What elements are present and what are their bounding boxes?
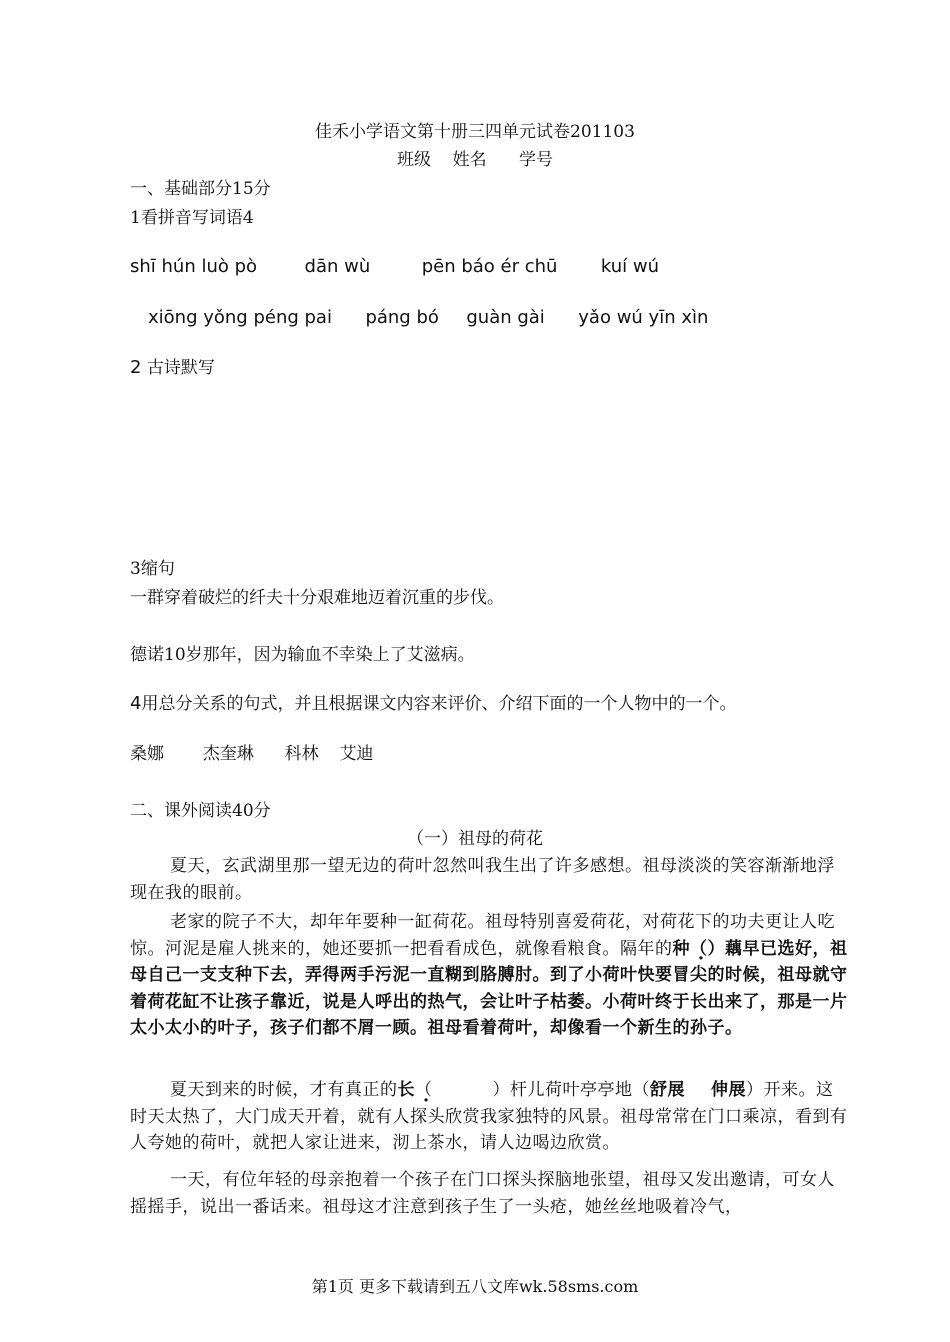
passage-paragraph-3 bbox=[130, 1077, 848, 1157]
p3-text-d: ）开来。这时天太热了，大门成天开着，就有人探头欣赏我家独特的风景。祖母常常在门口乘凉，看到有人夸她的荷叶，就把人家让进来，沏上茶水，请人边喝边欣赏。 bbox=[130, 1080, 848, 1153]
page-footer: 第1页 更多下载请到五八文库wk.58sms.com bbox=[311, 1277, 639, 1296]
character-name: 科林 bbox=[284, 744, 319, 764]
p3-text-a: 夏天到来的时候，才有真正的 bbox=[170, 1080, 398, 1100]
dotted-char-zhang: 长 bbox=[397, 1080, 415, 1100]
character-name: 艾迪 bbox=[339, 744, 374, 764]
section2-heading: 二、课外阅读40分 bbox=[130, 801, 271, 821]
pinyin-item: kuí wú bbox=[600, 256, 660, 277]
option-shuzhan: 舒展 bbox=[650, 1080, 685, 1100]
q1-label: 1看拼音写词语4 bbox=[130, 208, 254, 228]
q2-number: 2 bbox=[130, 357, 142, 378]
q3-sentence-1: 一群穿着破烂的纤夫十分艰难地迈着沉重的步伐。 bbox=[130, 588, 504, 608]
pinyin-item: xiōng yǒng péng pai bbox=[148, 307, 332, 328]
p2-text-a: 老家的院子不大，却年年要种一缸荷花。祖母特别喜爱荷花，对荷花下的功夫更让人吃惊。河泥是雇人挑来的，她还要抓一把看看成色，就像看粮食。隔年的 bbox=[130, 912, 835, 959]
passage-paragraph-2 bbox=[130, 909, 848, 1042]
q4-number: 4 bbox=[130, 693, 142, 714]
blank-bracket-open: （ bbox=[690, 938, 708, 959]
q2-text: 古诗默写 bbox=[146, 358, 215, 378]
pinyin-item: guàn gài bbox=[466, 307, 545, 328]
blank-bracket-open: （ bbox=[415, 1080, 433, 1100]
pinyin-item: shī hún luò pò bbox=[130, 256, 258, 277]
q2-label bbox=[130, 357, 215, 379]
passage-paragraph-4: 一天，有位年轻的母亲抱着一个孩子在门口探头探脑地张望，祖母又发出邀请，可女人摇摇手，说出一番话来。祖母这才注意到孩子生了一头疮，她丝丝地吸着冷气， bbox=[130, 1170, 835, 1217]
passage-paragraph-1: 夏天，玄武湖里那一望无边的荷叶忽然叫我生出了许多感想。祖母淡淡的笑容渐渐地浮现在我的眼前。 bbox=[130, 856, 835, 903]
character-name: 杰奎琳 bbox=[202, 744, 254, 764]
pinyin-item: yǎo wú yīn xìn bbox=[578, 307, 709, 328]
section1-heading: 一、基础部分15分 bbox=[130, 179, 271, 199]
option-shenzhan: 伸展 bbox=[711, 1080, 746, 1100]
dotted-char-zhong: 种 bbox=[672, 938, 690, 959]
p3-text-c: ）杆儿荷叶亭亭地（ bbox=[492, 1080, 650, 1100]
q4-text: 用总分关系的句式，并且根据课文内容来评价、介绍下面的一个人物中的一个。 bbox=[141, 694, 737, 714]
q4-label bbox=[130, 693, 736, 715]
pinyin-row-2 bbox=[148, 307, 708, 329]
pinyin-item: dān wù bbox=[304, 256, 371, 277]
q3-sentence-2: 德诺10岁那年，因为输血不幸染上了艾滋病。 bbox=[130, 645, 475, 665]
student-info-line: 班级 姓名 学号 bbox=[396, 150, 554, 170]
pinyin-row-1 bbox=[130, 256, 659, 278]
pinyin-item: pēn báo ér chū bbox=[421, 256, 558, 277]
p2-text-c: ）藕早已选好，祖母自己一支支种下去，弄得两手污泥一直糊到胳膊肘。到了小荷叶快要冒尖的时候，祖母就守着荷花缸不让孩子靠近，说是人呼出的热气，会让叶子枯萎。小荷叶终于长出来了，那是一片太小太小的叶子，孩子们都不屑一顾。祖母看着荷叶，却像看一个新生的孙子。 bbox=[130, 938, 848, 1038]
character-name: 桑娜 bbox=[130, 744, 164, 764]
pinyin-item: páng bó bbox=[365, 307, 439, 328]
q3-label: 3缩句 bbox=[130, 559, 175, 579]
page-title: 佳禾小学语文第十册三四单元试卷201103 bbox=[315, 122, 635, 142]
passage-title: （一）祖母的荷花 bbox=[407, 829, 543, 849]
character-names bbox=[130, 743, 373, 765]
